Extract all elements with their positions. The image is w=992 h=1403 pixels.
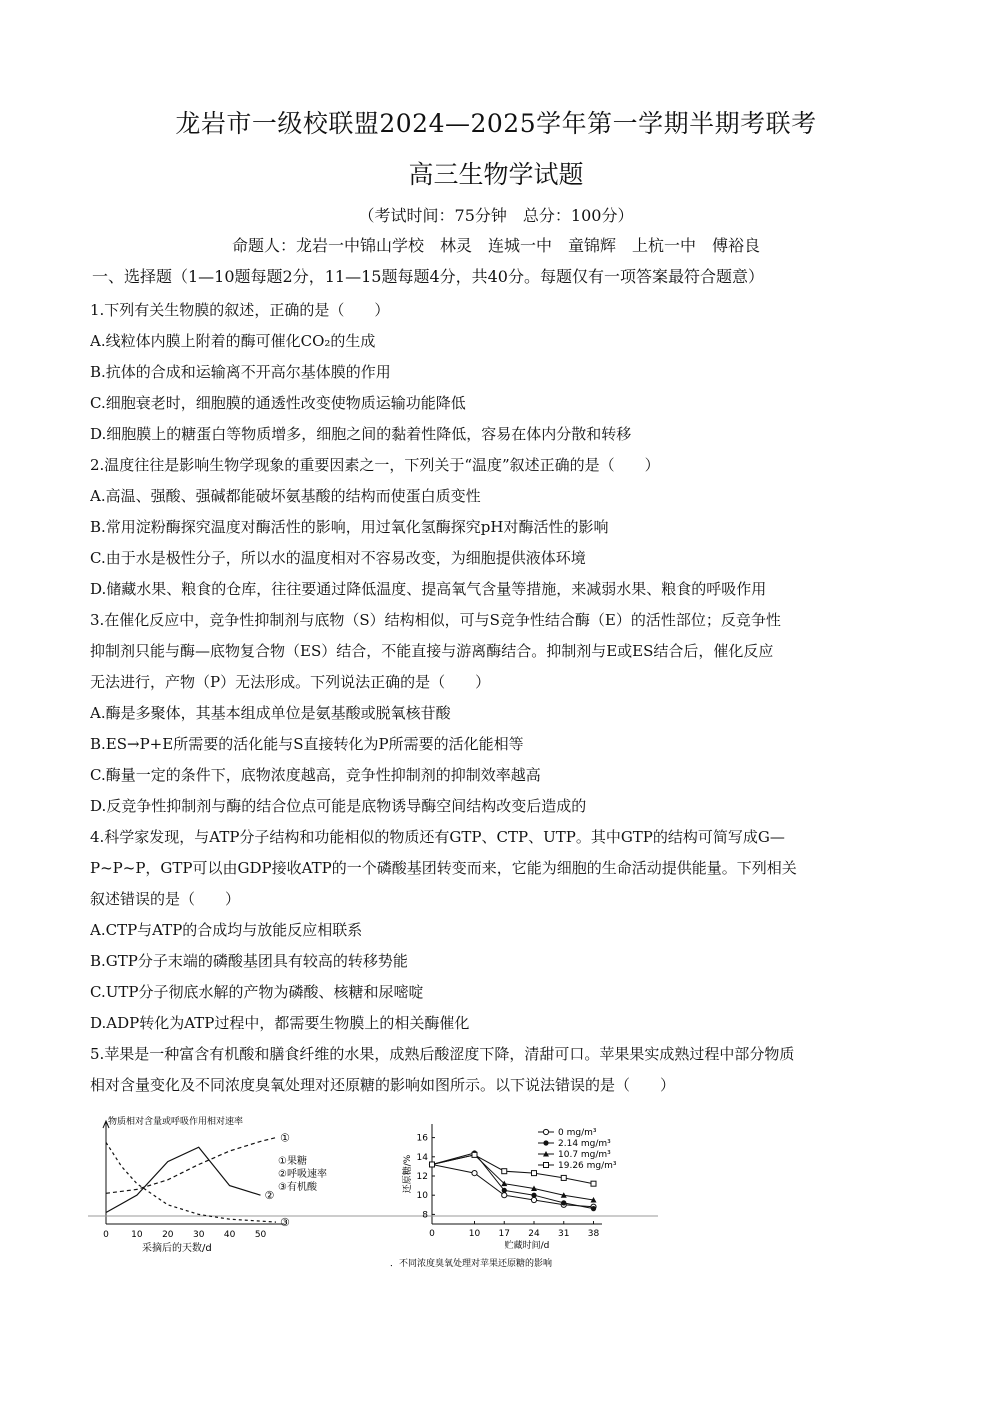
legend-entry: ①果糖 bbox=[278, 1156, 307, 1167]
x-tick-label: 24 bbox=[528, 1229, 540, 1239]
data-point bbox=[531, 1197, 536, 1202]
x-tick-label: 20 bbox=[162, 1230, 174, 1240]
series-line bbox=[106, 1142, 276, 1222]
text-line: 3.在催化反应中，竞争性抑制剂与底物（S）结构相似，可与S竞争性结合酶（E）的活性部位；反竞争性 bbox=[90, 611, 781, 629]
text-line: C.细胞衰老时，细胞膜的通透性改变使物质运输功能降低 bbox=[90, 394, 466, 412]
exam-subtitle: 高三生物学试题 bbox=[408, 160, 584, 189]
text-line: C.由于水是极性分子，所以水的温度相对不容易改变，为细胞提供液体环境 bbox=[90, 549, 586, 567]
data-point bbox=[430, 1162, 435, 1167]
data-point bbox=[591, 1181, 596, 1186]
legend-entry: ②呼吸速率 bbox=[278, 1169, 327, 1180]
data-point bbox=[543, 1140, 548, 1145]
legend-entry: 19.26 mg/m³ bbox=[558, 1161, 617, 1171]
x-tick-label: 17 bbox=[498, 1229, 510, 1239]
x-tick-label: 30 bbox=[193, 1230, 205, 1240]
text-line: D.ADP转化为ATP过程中，都需要生物膜上的相关酶催化 bbox=[90, 1014, 470, 1032]
data-point bbox=[502, 1193, 507, 1198]
data-point bbox=[543, 1129, 548, 1134]
x-tick-label: 40 bbox=[223, 1230, 236, 1240]
y-tick-label: 10 bbox=[416, 1191, 428, 1202]
series-line bbox=[106, 1138, 276, 1194]
data-point bbox=[502, 1188, 507, 1193]
text-line: B.抗体的合成和运输离不开高尔基体膜的作用 bbox=[90, 363, 391, 381]
section-heading: 一、选择题（1—10题每题2分，11—15题每题4分，共40分。每题仅有一项答案最符合题意） bbox=[92, 267, 764, 286]
text-line: A.CTP与ATP的合成均与放能反应相联系 bbox=[90, 921, 363, 939]
data-point bbox=[472, 1152, 477, 1157]
legend-entry: 0 mg/m³ bbox=[558, 1128, 597, 1138]
chart-caption: ．不同浓度臭氧处理对苹果还原糖的影响 bbox=[390, 1259, 553, 1269]
legend-entry: ③有机酸 bbox=[278, 1182, 317, 1193]
y-tick-label: 12 bbox=[416, 1172, 428, 1182]
text-line: A.线粒体内膜上附着的酶可催化CO₂的生成 bbox=[90, 332, 376, 350]
y-tick-label: 8 bbox=[422, 1210, 428, 1221]
text-line: D.储藏水果、粮食的仓库，往往要通过降低温度、提高氧气含量等措施，来减弱水果、粮食的呼吸作用 bbox=[90, 580, 767, 598]
data-point bbox=[531, 1193, 536, 1198]
data-point bbox=[502, 1169, 507, 1174]
chart-fruit-ripening bbox=[88, 1112, 388, 1282]
text-line: 无法进行，产物（P）无法形成。下列说法正确的是（ ） bbox=[90, 673, 491, 691]
text-line: B.ES→P+E所需要的活化能与S直接转化为P所需要的活化能相等 bbox=[90, 735, 524, 753]
text-line: 5.苹果是一种富含有机酸和膳食纤维的水果，成熟后酸涩度下降，清甜可口。苹果果实成熟过程中部分物质 bbox=[90, 1045, 795, 1063]
y-tick-label: 14 bbox=[416, 1152, 428, 1163]
x-tick-label: 50 bbox=[254, 1230, 267, 1240]
x-tick-label: 10 bbox=[468, 1229, 481, 1239]
x-tick-label: 31 bbox=[558, 1229, 570, 1239]
curve-marker: ③ bbox=[280, 1216, 290, 1230]
legend-entry: 2.14 mg/m³ bbox=[558, 1139, 611, 1149]
data-point bbox=[472, 1171, 477, 1176]
x-axis-label: 采摘后的天数/d bbox=[142, 1243, 212, 1254]
text-line: 1.下列有关生物膜的叙述，正确的是（ ） bbox=[90, 301, 390, 319]
curve-marker: ① bbox=[280, 1131, 290, 1145]
chart-ozone-reducing-sugar bbox=[388, 1112, 668, 1282]
text-line: 4.科学家发现，与ATP分子结构和功能相似的物质还有GTP、CTP、UTP。其中GTP的结构可简写成G— bbox=[90, 828, 785, 846]
question-text bbox=[90, 295, 910, 1101]
data-point bbox=[544, 1163, 549, 1168]
data-point bbox=[591, 1206, 596, 1211]
text-line: B.常用淀粉酶探究温度对酶活性的影响，用过氧化氢酶探究pH对酶活性的影响 bbox=[90, 518, 609, 536]
text-line: C.酶量一定的条件下，底物浓度越高，竞争性抑制剂的抑制效率越高 bbox=[90, 766, 541, 784]
text-line: A.高温、强酸、强碱都能破坏氨基酸的结构而使蛋白质变性 bbox=[90, 487, 481, 505]
curve-marker: ② bbox=[264, 1189, 275, 1203]
series-line bbox=[106, 1147, 261, 1212]
exam-title: 龙岩市一级校联盟2024—2025学年第一学期半期考联考 bbox=[175, 109, 817, 138]
authors-line: 命题人：龙岩一中锦山学校 林灵 连城一中 童锦辉 上杭一中 傅裕良 bbox=[231, 236, 760, 255]
text-line: D.细胞膜上的糖蛋白等物质增多，细胞之间的黏着性降低，容易在体内分散和转移 bbox=[90, 425, 632, 443]
exam-info: （考试时间：75分钟 总分：100分） bbox=[358, 206, 634, 225]
text-line: 叙述错误的是（ ） bbox=[90, 890, 241, 908]
text-line: A.酶是多聚体，其基本组成单位是氨基酸或脱氧核苷酸 bbox=[90, 704, 451, 722]
data-point bbox=[561, 1200, 566, 1205]
text-line: B.GTP分子末端的磷酸基团具有较高的转移势能 bbox=[90, 952, 408, 970]
text-line: 2.温度往往是影响生物学现象的重要因素之一，下列关于“温度”叙述正确的是（ ） bbox=[90, 456, 660, 474]
figures bbox=[88, 1112, 668, 1282]
text-line: 相对含量变化及不同浓度臭氧处理对还原糖的影响如图所示。以下说法错误的是（ ） bbox=[90, 1076, 676, 1094]
x-axis-label: 贮藏时间/d bbox=[504, 1241, 550, 1251]
text-line: P~P~P，GTP可以由GDP接收ATP的一个磷酸基团转变而来，它能为细胞的生命活动提供能量。下列相关 bbox=[90, 859, 797, 877]
x-tick-label: 0 bbox=[429, 1229, 435, 1239]
text-line: C.UTP分子彻底水解的产物为磷酸、核糖和尿嘧啶 bbox=[90, 983, 424, 1001]
x-tick-label: 0 bbox=[103, 1230, 109, 1240]
text-line: D.反竞争性抑制剂与酶的结合位点可能是底物诱导酶空间结构改变后造成的 bbox=[90, 797, 587, 815]
x-tick-label: 38 bbox=[587, 1229, 600, 1239]
x-tick-label: 10 bbox=[131, 1230, 143, 1240]
y-axis-label: 物质相对含量或呼吸作用相对速率 bbox=[108, 1117, 244, 1127]
legend-entry: 10.7 mg/m³ bbox=[558, 1150, 611, 1160]
y-tick-label: 16 bbox=[416, 1133, 428, 1144]
y-axis-label: 还原糖/% bbox=[403, 1154, 413, 1194]
data-point bbox=[532, 1171, 537, 1176]
data-point bbox=[561, 1175, 566, 1180]
text-line: 抑制剂只能与酶—底物复合物（ES）结合，不能直接与游离酶结合。抑制剂与E或ES结合后，催化反应 bbox=[90, 642, 774, 660]
